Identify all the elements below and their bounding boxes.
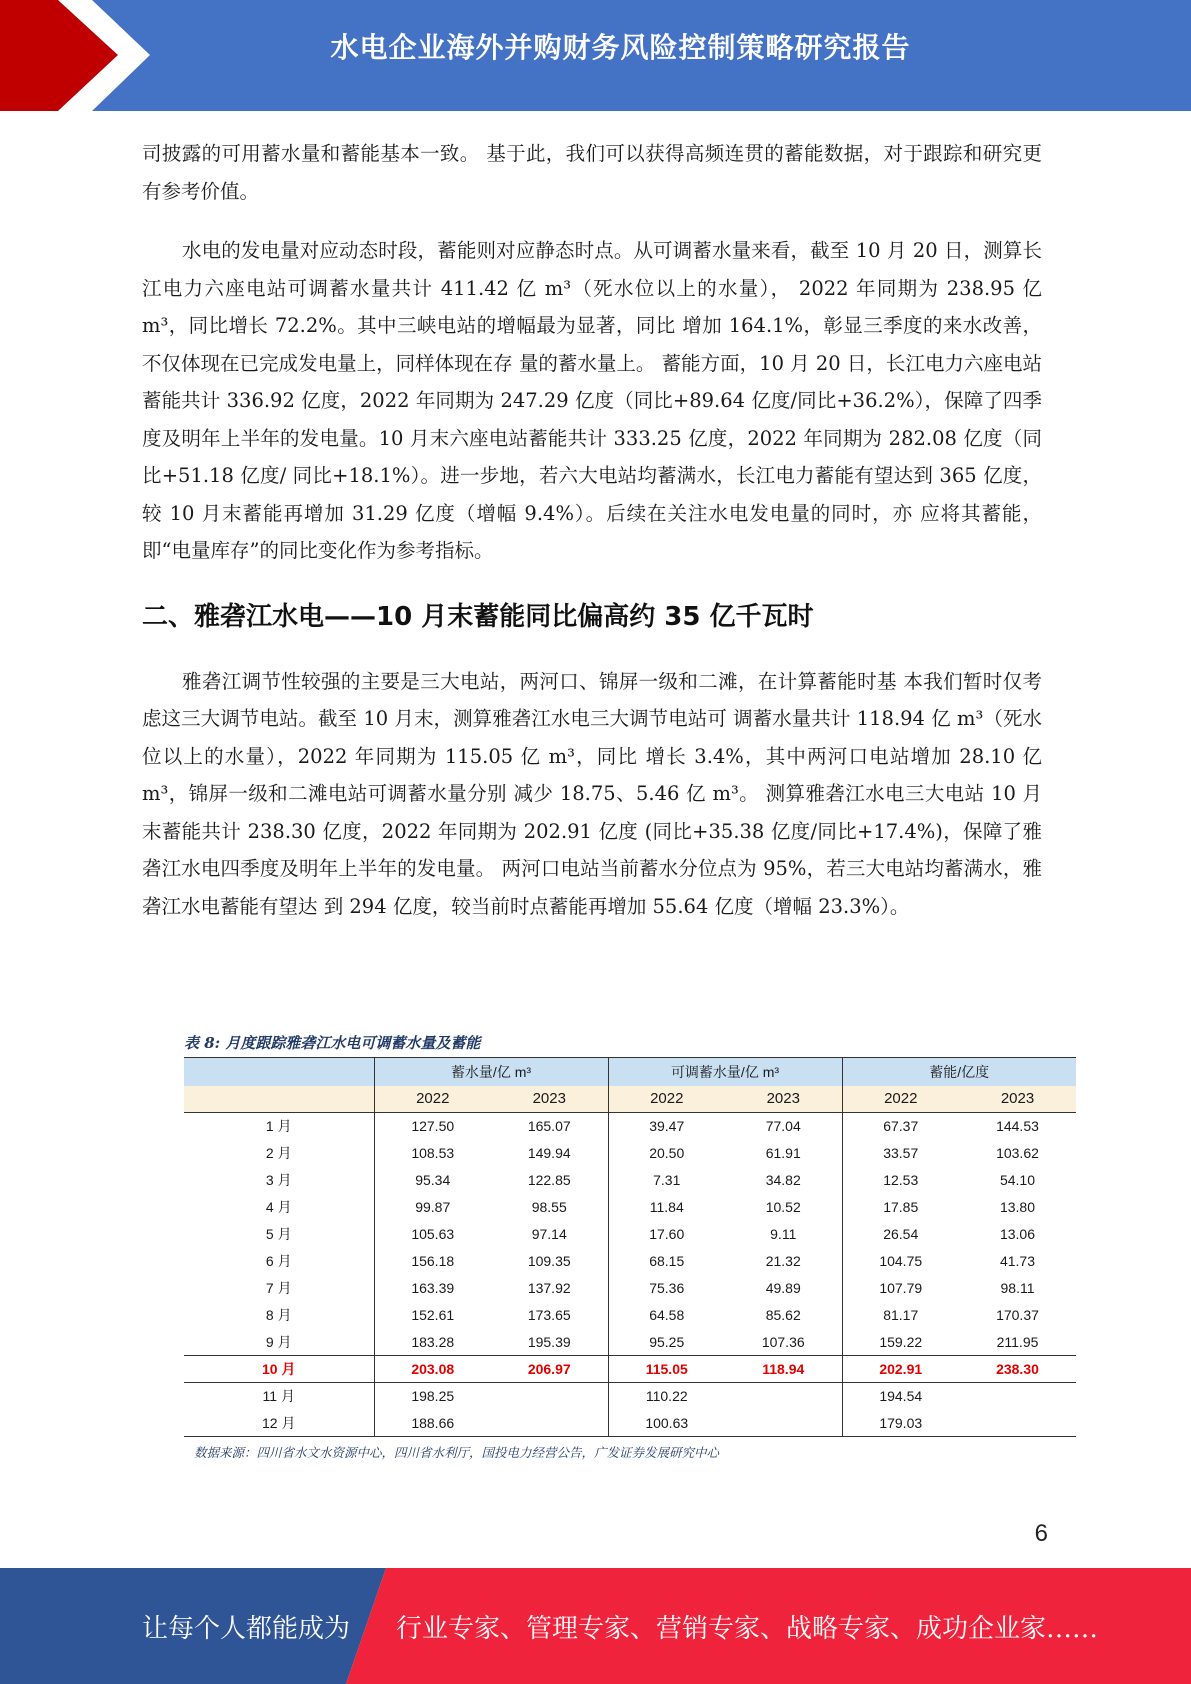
paragraph-intro: 司披露的可用蓄水量和蓄能基本一致。 基于此，我们可以获得高频连贯的蓄能数据，对于跟踪和研究更有参考价值。 — [142, 142, 1042, 203]
paragraph-yalongjiang: 雅砻江调节性较强的主要是三大电站，两河口、锦屏一级和二滩，在计算蓄能时基 本我们暂时仅考虑这三大调节电站。截至 10 月末，测算雅砻江水电三大调节电站可 调蓄水量共计 118.94 亿 m³（死水位以上的水量），2022 年同期为 115.05 亿 m³，同比 增长 3.4%，其中两河口电站增加 28.10 亿 m³，锦屏一级和二滩电站可调蓄水量分别 减少 18.75、5.46 亿 m³。 测算雅砻江水电三大电站 10 月末蓄能共计 238.30 亿度，2022 年同期为 202.91 亿度 (同比+35.38 亿度/同比+17.4%)，保障了雅砻江水电四季度及明年上半年的发电量。 两河口电站当前蓄水分位点为 95%，若三大电站均蓄满水，雅砻江水电蓄能有望达 到 294 亿度，较当前时点蓄能再增加 55.64 亿度（增幅 23.3%）。 — [142, 669, 1042, 918]
table-group-header: 蓄能/亿度 — [842, 1058, 1076, 1086]
table-cell: 34.82 — [765, 1172, 801, 1188]
table-cell: 39.47 — [608, 1113, 725, 1140]
table-cell: 95.25 — [608, 1329, 725, 1356]
table-cell: 77.04 — [765, 1118, 801, 1135]
table-year-header: 2023 — [959, 1086, 1076, 1113]
table-row — [184, 1221, 1076, 1248]
data-table — [184, 1057, 1076, 1437]
table-cell: 95.34 — [374, 1167, 491, 1194]
table-cell: 156.18 — [374, 1248, 491, 1275]
data-table-block — [184, 1032, 1076, 1461]
table-cell: 85.62 — [765, 1307, 801, 1323]
table-cell: 17.85 — [842, 1194, 959, 1221]
table-body — [184, 1113, 1076, 1437]
table-cell: 198.25 — [374, 1383, 491, 1410]
table-cell: 107.36 — [761, 1333, 805, 1350]
table-cell: 118.94 — [725, 1356, 842, 1383]
table-cell — [959, 1383, 1076, 1410]
table-cell: 7.31 — [608, 1167, 725, 1194]
table-cell: 11.84 — [608, 1194, 725, 1221]
table-cell: 127.50 — [374, 1113, 491, 1140]
table-cell: 179.03 — [842, 1410, 959, 1437]
table-cell: 203.08 — [374, 1356, 491, 1383]
table-cell: 26.54 — [842, 1221, 959, 1248]
table-row-month: 7 月 — [265, 1280, 292, 1296]
table-year-header: 2022 — [842, 1086, 959, 1113]
table-cell: 188.66 — [374, 1410, 491, 1437]
table-cell: 99.87 — [374, 1194, 491, 1221]
table-cell: 68.15 — [608, 1248, 725, 1275]
table-cell: 115.05 — [608, 1356, 725, 1383]
table-cell: 9.11 — [770, 1226, 797, 1242]
table-cell: 195.39 — [527, 1333, 571, 1350]
table-cell: 12.53 — [842, 1167, 959, 1194]
table-cell: 100.63 — [608, 1410, 725, 1437]
table-cell: 206.97 — [491, 1356, 608, 1383]
table-cell: 211.95 — [996, 1333, 1039, 1350]
table-row — [184, 1410, 1076, 1437]
table-row-month: 11 月 — [262, 1388, 295, 1405]
table-row-month: 2 月 — [265, 1145, 292, 1161]
table-cell: 183.28 — [374, 1329, 491, 1356]
table-cell: 20.50 — [608, 1140, 725, 1167]
table-cell: 152.61 — [374, 1302, 491, 1329]
table-row-month: 5 月 — [265, 1226, 292, 1242]
table-row — [184, 1167, 1076, 1194]
table-header-blank — [184, 1058, 374, 1086]
table-cell: 41.73 — [999, 1253, 1036, 1269]
table-cell: 81.17 — [842, 1302, 959, 1329]
table-row — [184, 1329, 1076, 1356]
table-row — [184, 1383, 1076, 1410]
table-cell: 170.37 — [996, 1307, 1039, 1323]
table-header-row-years — [184, 1086, 1076, 1113]
table-cell: 173.65 — [527, 1307, 571, 1323]
table-cell: 98.55 — [531, 1199, 567, 1215]
table-row-month: 8 月 — [265, 1307, 292, 1323]
table-row — [184, 1248, 1076, 1275]
table-row — [184, 1356, 1076, 1383]
table-cell: 149.94 — [527, 1145, 571, 1161]
page-number: 6 — [1034, 1520, 1048, 1547]
table-row-month: 4 月 — [265, 1199, 292, 1215]
table-cell: 33.57 — [842, 1140, 959, 1167]
table-row-month: 1 月 — [265, 1118, 292, 1135]
table-cell: 13.06 — [999, 1226, 1036, 1242]
table-group-header: 可调蓄水量/亿 m³ — [608, 1058, 842, 1086]
table-cell: 105.63 — [374, 1221, 491, 1248]
table-header-row-groups — [184, 1058, 1076, 1086]
table-row — [184, 1275, 1076, 1302]
table-row — [184, 1302, 1076, 1329]
page-footer — [0, 1568, 1191, 1684]
table-row — [184, 1140, 1076, 1167]
table-source-note: 数据来源：四川省水文水资源中心，四川省水利厅，国投电力经营公告，广发证券发展研究中心 — [194, 1445, 720, 1460]
table-cell — [725, 1383, 842, 1410]
table-cell: 137.92 — [527, 1280, 571, 1296]
table-cell: 238.30 — [959, 1356, 1076, 1383]
table-row — [184, 1194, 1076, 1221]
table-cell: 159.22 — [842, 1329, 959, 1356]
table-year-header: 2023 — [491, 1086, 608, 1113]
table-cell: 17.60 — [608, 1221, 725, 1248]
table-cell: 107.79 — [842, 1275, 959, 1302]
table-cell: 10.52 — [765, 1199, 801, 1215]
table-caption: 表 8: 月度跟踪雅砻江水电可调蓄水量及蓄能 — [184, 1034, 481, 1052]
section-heading: 二、雅砻江水电——10 月末蓄能同比偏高约 35 亿千瓦时 — [142, 601, 814, 632]
table-cell: 165.07 — [527, 1118, 571, 1135]
table-row-month: 12 月 — [184, 1410, 374, 1437]
table-cell: 64.58 — [608, 1302, 725, 1329]
header-title: 水电企业海外并购财务风险控制策略研究报告 — [330, 31, 911, 64]
table-cell: 104.75 — [842, 1248, 959, 1275]
table-cell: 110.22 — [608, 1383, 725, 1410]
table-cell: 108.53 — [374, 1140, 491, 1167]
table-cell: 109.35 — [527, 1253, 571, 1269]
table-row-month: 10 月 — [184, 1356, 374, 1383]
table-cell: 144.53 — [996, 1118, 1039, 1135]
footer-slogan-left: 让每个人都能成为 — [142, 1614, 351, 1644]
table-cell: 21.32 — [765, 1253, 801, 1269]
table-cell: 194.54 — [842, 1383, 959, 1410]
table-cell: 67.37 — [842, 1113, 959, 1140]
paragraph-changjiang: 水电的发电量对应动态时段，蓄能则对应静态时点。从可调蓄水量来看，截至 10 月 20 日，测算长江电力六座电站可调蓄水量共计 411.42 亿 m³（死水位以上的水量）， 2022 年同期为 238.95 亿 m³，同比增长 72.2%。其中三峡电站的增幅最为显著，同比 增加 164.1%，彰显三季度的来水改善，不仅体现在已完成发电量上，同样体现在存 量的蓄水量上。 蓄能方面，10 月 20 日，长江电力六座电站蓄能共计 336.92 亿度，2022 年同期为 247.29 亿度（同比+89.64 亿度/同比+36.2%），保障了四季度及明年上半年的发电量。10 月末六座电站蓄能共计 333.25 亿度，2022 年同期为 282.08 亿度（同比+51.18 亿度/ 同比+18.1%）。进一步地，若六大电站均蓄满水，长江电力蓄能有望达到 365 亿度， 较 10 月末蓄能再增加 31.29 亿度（增幅 9.4%）。后续在关注水电发电量的同时，亦 应将其蓄能，即“电量库存”的同比变化作为参考指标。 — [142, 239, 1042, 562]
table-cell: 103.62 — [996, 1145, 1039, 1161]
table-cell: 75.36 — [608, 1275, 725, 1302]
table-cell — [725, 1410, 842, 1437]
table-row-month: 6 月 — [265, 1253, 292, 1269]
table-row — [184, 1113, 1076, 1140]
table-year-header: 2022 — [608, 1086, 725, 1113]
table-group-header: 蓄水量/亿 m³ — [374, 1058, 608, 1086]
page-header — [0, 0, 1191, 111]
table-cell: 54.10 — [999, 1172, 1036, 1188]
table-cell: 163.39 — [374, 1275, 491, 1302]
table-cell: 122.85 — [527, 1172, 571, 1188]
table-year-header: 2022 — [374, 1086, 491, 1113]
table-cell — [491, 1383, 608, 1410]
table-cell — [491, 1410, 608, 1437]
table-row-month: 9 月 — [265, 1333, 292, 1350]
footer-slogan-right: 行业专家、管理专家、营销专家、战略专家、成功企业家…… — [396, 1614, 1099, 1644]
table-cell: 98.11 — [1000, 1280, 1035, 1296]
table-header-blank — [184, 1086, 374, 1113]
table-cell: 49.89 — [765, 1280, 801, 1296]
table-cell: 61.91 — [765, 1145, 801, 1161]
main-content — [142, 135, 1042, 925]
table-cell: 13.80 — [999, 1199, 1036, 1215]
table-row-month: 3 月 — [265, 1172, 292, 1188]
table-cell: 97.14 — [531, 1226, 567, 1242]
table-cell — [959, 1410, 1076, 1437]
table-year-header: 2023 — [725, 1086, 842, 1113]
table-cell: 202.91 — [842, 1356, 959, 1383]
